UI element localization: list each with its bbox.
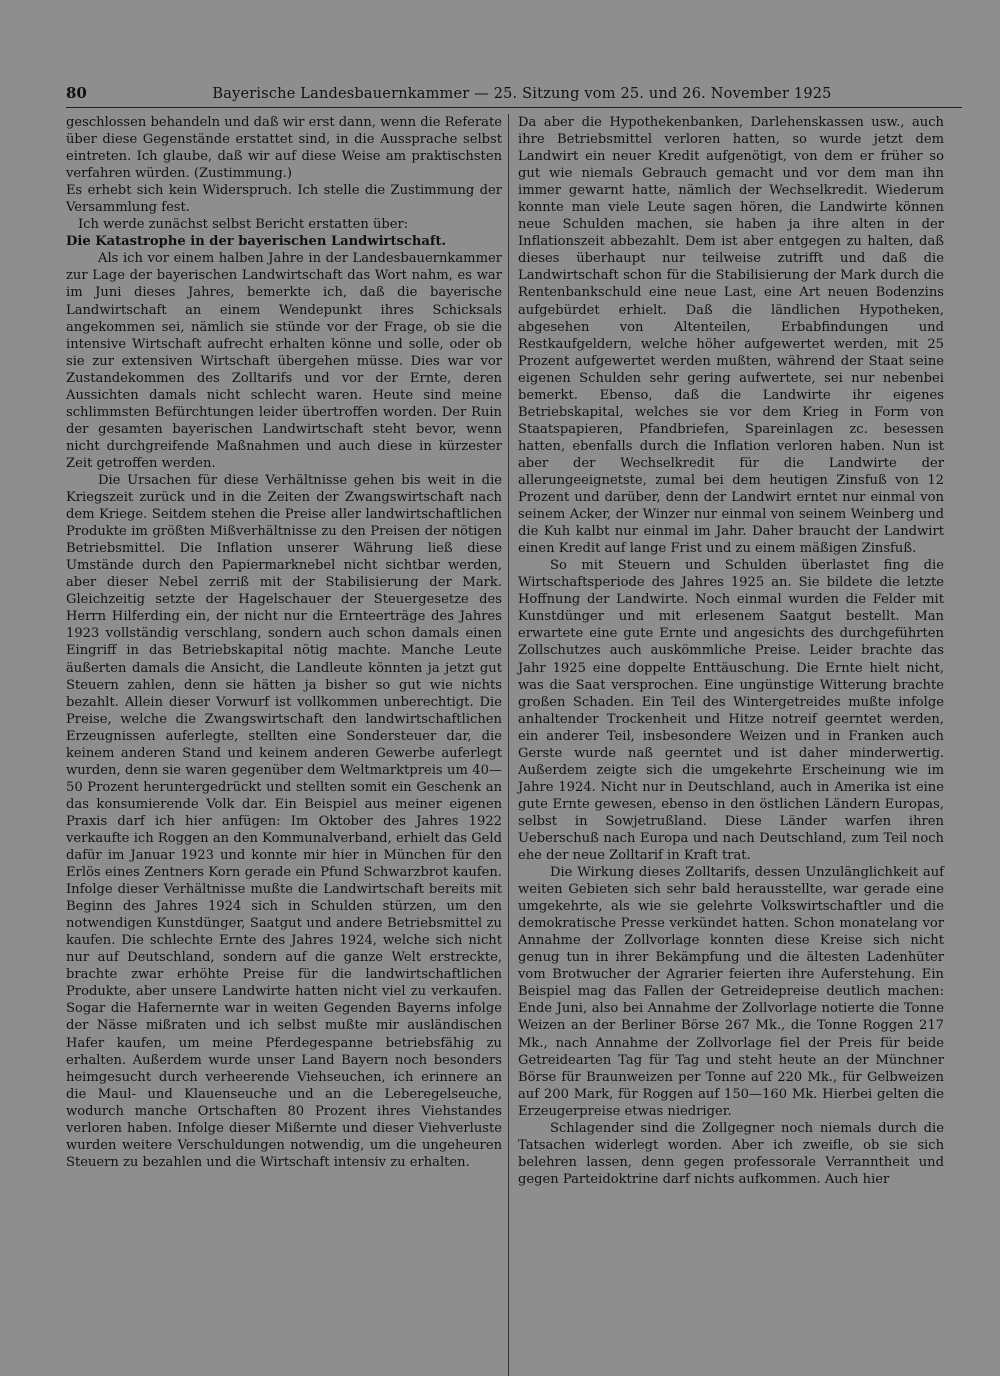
- paragraph: geschlossen behandeln und daß wir erst dann, wenn die Referate über diese Gegenstände erstattet sind, in die Aussprache selbst eintreten. Ich glaube, daß wir auf diese Weise am praktischsten verfahren würden. (Zustimmung.): [66, 115, 502, 182]
- paragraph: Es erhebt sich kein Widerspruch. Ich stelle die Zustimmung der Versammlung fest.: [66, 183, 502, 216]
- page-header: [66, 84, 962, 108]
- running-title: Bayerische Landesbauernkammer — 25. Sitzung vom 25. und 26. November 1925: [212, 86, 832, 102]
- text-columns: [66, 114, 962, 1188]
- paragraph: Als ich vor einem halben Jahre in der Landesbauernkammer zur Lage der bayerischen Landwirtschaft das Wort nahm, es war im Juni dieses Jahres, bemerkte ich, daß die bayerische Landwirtschaft an einem Wendepunkt ihres Schicksals angekommen sei, nämlich sie stünde vor der Frage, ob sie die intensive Wirtschaft aufrecht erhalten könne und solle, oder ob sie zur extensiven Wirtschaft übergehen müsse. Dies war vor Zustandekommen des Zolltarifs und vor der Ernte, deren Aussichten damals nicht schlecht waren. Heute sind meine schlimmsten Befürchtungen leider übertroffen worden. Der Ruin der gesamten bayerischen Landwirtschaft steht bevor, wenn nicht durchgreifende Maßnahmen und auch diese in kürzester Zeit getroffen werden.: [66, 251, 502, 471]
- column-divider: [508, 114, 509, 1376]
- paragraph: Schlagender sind die Zollgegner noch niemals durch die Tatsachen widerlegt worden. Aber ich zweifle, ob sie sich belehren lassen, denn gegen professorale Verranntheit und gegen Parteidoktrine darf nichts aufkommen. Auch hier: [518, 1120, 944, 1187]
- page-number: 80: [66, 84, 87, 102]
- paragraph: Die Ursachen für diese Verhältnisse gehen bis weit in die Kriegszeit zurück und in die Zeiten der Zwangswirtschaft nach dem Kriege. Seitdem stehen die Preise aller landwirtschaftlichen Produkte im größten Mißverhältnisse zu den Preisen der nötigen Betriebsmittel. Die Inflation unserer Währung ließ diese Umstände durch den Papiermarknebel nicht sichtbar werden, aber dieser Nebel zerriß mit der Stabilisierung der Mark. Gleichzeitig setzte der Hagelschauer der Steuergesetze des Herrn Hilferding ein, der nicht nur die Ernteerträge des Jahres 1923 vollständig verschlang, sondern auch schon damals einen Eingriff in das Betriebskapital nötig machte. Manche Leute äußerten damals die Ansicht, die Landleute könnten ja jetzt gut Steuern zahlen, denn sie hätten ja bisher so gut wie nichts bezahlt. Allein dieser Vorwurf ist vollkommen unberechtigt. Die Preise, welche die Zwangswirtschaft den landwirtschaftlichen Erzeugnissen auferlegte, stellten eine Sondersteuer dar, die keinem anderen Stand und keinem anderen Gewerbe auferlegt wurden, denn sie waren gegenüber dem Weltmarktpreis um 40—50 Prozent heruntergedrückt und stellten somit ein Geschenk an das konsumierende Volk dar. Ein Beispiel aus meiner eigenen Praxis darf ich hier anfügen: Im Oktober des Jahres 1922 verkaufte ich Roggen an den Kommunalverband, erhielt das Geld dafür im Januar 1923 und konnte mir hier in München für den Erlös eines Zentners Korn gerade ein Pfund Schwarzbrot kaufen. Infolge dieser Verhältnisse mußte die Landwirtschaft bereits mit Beginn des Jahres 1924 sich in Schulden stürzen, um den notwendigen Kunstdünger, Saatgut und andere Betriebsmittel zu kaufen. Die schlechte Ernte des Jahres 1924, welche sich nicht nur auf Deutschland, sondern auf die ganze Welt erstreckte, brachte zwar erhöhte Preise für die landwirtschaftlichen Produkte, aber unsere Landwirte hatten nicht viel zu verkaufen. Sogar die Hafernernte war in weiten Gegenden Bayerns infolge der Nässe mißraten und ich selbst mußte mir ausländischen Hafer kaufen, um meine Pferdegespanne betriebsfähig zu erhalten. Außerdem wurde unser Land Bayern noch besonders heimgesucht durch verheerende Viehseuchen, ich erinnere an die Maul- und Klauenseuche und an die Leberegelseuche, wodurch manche Ortschaften 80 Prozent ihres Viehstandes verloren haben. Infolge dieser Mißernte und dieser Viehverluste wurden weitere Verschuldungen notwendig, um die ungeheuren Steuern zu bezahlen und die Wirtschaft intensiv zu erhalten.: [66, 472, 502, 1170]
- paragraph: Da aber die Hypothekenbanken, Darlehenskassen usw., auch ihre Betriebsmittel verloren hatten, so wurde jetzt dem Landwirt ein neuer Kredit aufgenötigt, von dem er früher so gut wie niemals Gebrauch gemacht und vor dem man ihn immer gewarnt hatte, nämlich der Wechselkredit. Wiederum konnte man viele Leute sagen hören, die Landwirte können neue Schulden machen, sie haben ja ihre alten in der Inflationszeit abbezahlt. Dem ist aber entgegen zu halten, daß dieses überhaupt nur teilweise zutrifft und daß die Landwirtschaft schon für die Stabilisierung der Mark durch die Rentenbankschuld eine neue Last, eine Art neuen Bodenzins aufgebürdet erhielt. Daß die ländlichen Hypotheken, abgesehen von Altenteilen, Erbabfindungen und Restkaufgeldern, welche höher aufgewertet werden, mit 25 Prozent aufgewertet werden mußten, während der Staat seine eigenen Schulden sehr gering aufwertete, sei nur nebenbei bemerkt. Ebenso, daß die Landwirte ihr eigenes Betriebskapital, welches sie vor dem Krieg in Form von Staatspapieren, Pfandbriefen, Spareinlagen zc. besessen hatten, ebenfalls durch die Inflation verloren haben. Nun ist aber der Wechselkredit für die Landwirte der allerungeeignetste, zumal bei dem heutigen Zinsfuß von 12 Prozent und darüber, denn der Landwirt erntet nur einmal von seinem Acker, der Winzer nur einmal von seinem Weinberg und die Kuh kalbt nur einmal im Jahr. Daher braucht der Landwirt einen Kredit auf lange Frist und zu einem mäßigen Zinsfuß.: [518, 115, 944, 557]
- right-column: [518, 114, 944, 1188]
- paragraph: So mit Steuern und Schulden überlastet fing die Wirtschaftsperiode des Jahres 1925 an. Sie bildete die letzte Hoffnung der Landwirte. Noch einmal wurden die Felder mit Kunstdünger und mit erlesenem Saatgut bestellt. Man erwartete eine gute Ernte und angesichts des durchgeführten Zollschutzes auch auskömmliche Preise. Leider brachte das Jahr 1925 eine doppelte Enttäuschung. Die Ernte hielt nicht, was die Saat versprochen. Eine ungünstige Witterung brachte großen Schaden. Ein Teil des Wintergetreides mußte infolge anhaltender Trockenheit und Hitze notreif geerntet werden, ein anderer Teil, insbesondere Weizen und in Franken auch Gerste wurde naß geerntet und ist daher minderwertig. Außerdem zeigte sich die umgekehrte Erscheinung wie im Jahre 1924. Nicht nur in Deutschland, auch in Amerika ist eine gute Ernte gewesen, ebenso in den östlichen Ländern Europas, selbst in Sowjetrußland. Diese Länder warfen ihren Ueberschuß nach Europa und nach Deutschland, zum Teil noch ehe der neue Zolltarif in Kraft trat.: [518, 558, 944, 864]
- paragraph: Ich werde zunächst selbst Bericht erstatten über:: [78, 217, 409, 233]
- paragraph: Die Wirkung dieses Zolltarifs, dessen Unzulänglichkeit auf weiten Gebieten sich sehr bald herausstellte, war gerade eine umgekehrte, als wie sie gelehrte Volkswirtschaftler und die demokratische Presse verkündet hatten. Schon monatelang vor Annahme der Zollvorlage konnten diese Kreise sich nicht genug tun in ihrer Bekämpfung und die ältesten Ladenhüter vom Brotwucher der Agrarier feierten ihre Auferstehung. Ein Beispiel mag das Fallen der Getreidepreise deutlich machen: Ende Juni, also bei Annahme der Zollvorlage notierte die Tonne Weizen an der Berliner Börse 267 Mk., die Tonne Roggen 217 Mk., nach Annahme der Zollvorlage fiel der Preis für beide Getreidearten Tag für Tag und steht heute an der Münchner Börse für Braunweizen per Tonne auf 220 Mk., für Gelbweizen auf 200 Mark, für Roggen auf 150—160 Mk. Hierbei gelten die Erzeugerpreise etwas niedriger.: [518, 865, 944, 1119]
- left-column: [66, 114, 502, 1188]
- section-heading: Die Katastrophe in der bayerischen Landwirtschaft.: [66, 234, 447, 250]
